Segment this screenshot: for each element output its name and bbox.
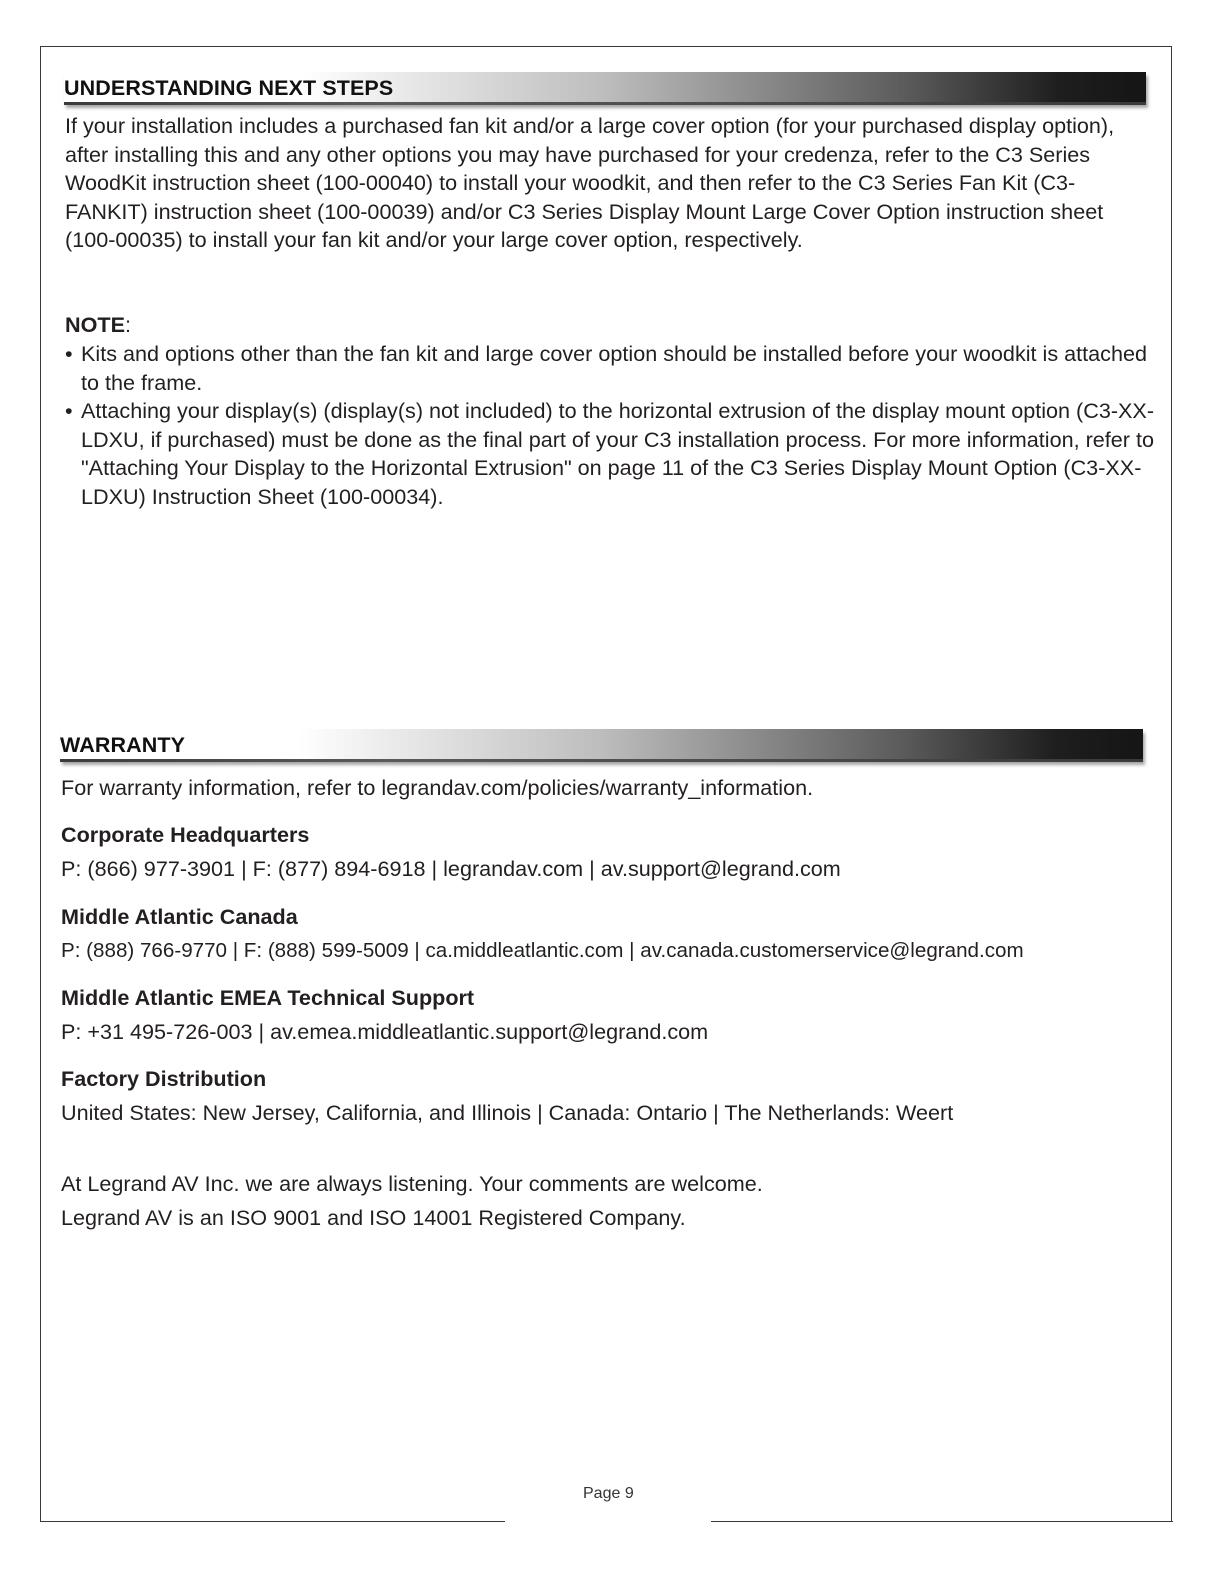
note-colon: :: [124, 312, 131, 337]
header-underline: [64, 102, 1146, 105]
contact-name-headquarters: Corporate Headquarters: [61, 822, 310, 847]
next-steps-intro: If your installation includes a purchased fan kit and/or a large cover option (for your purchased display option), after installing this and any other options you may have purchased for your credenza, refer to the C3 Series WoodKit instruction sheet (100-00040) to install your woodkit, and then refer to the C3 Series Fan Kit (C3-FANKIT) instruction sheet (100-00039) and/or C3 Series Display Mount Large Cover Option instruction sheet (100-00035) to install your fan kit and/or your large cover option, respectively.: [65, 113, 1115, 253]
contact-details-headquarters: P: (866) 977-3901 | F: (877) 894-6918 | legrandav.com | av.support@legrand.com: [61, 856, 841, 881]
list-item: [65, 397, 1155, 511]
note-label-text: NOTE: [65, 312, 125, 337]
next-steps-heading: UNDERSTANDING NEXT STEPS: [64, 76, 394, 100]
next-steps-header-bar: [64, 72, 1146, 104]
note-label: [65, 311, 131, 340]
note-item-text: Attaching your display(s) (display(s) not included) to the horizontal extrusion of the display mount option (C3-XX-LDXU, if purchased) must be done as the final part of your C3 installation process. For more information, refer to "Attaching Your Display to the Horizontal Extrusion" on page 11 of the C3 Series Display Mount Option (C3-XX-LDXU) Instruction Sheet (100-00034).: [81, 398, 1155, 509]
contact-name-canada: Middle Atlantic Canada: [61, 904, 298, 929]
closing-statement: At Legrand AV Inc. we are always listening. Your comments are welcome.: [61, 1171, 763, 1196]
contact-name-factory: Factory Distribution: [61, 1066, 267, 1091]
warranty-heading: WARRANTY: [60, 733, 186, 757]
page-number: Page 9: [583, 1485, 634, 1502]
iso-statement: Legrand AV is an ISO 9001 and ISO 14001 Registered Company.: [61, 1205, 686, 1230]
bullet-glyph: •: [65, 398, 73, 424]
warranty-header-bar: [60, 729, 1143, 761]
list-item: [65, 340, 1155, 397]
footer-rule-right: [711, 1521, 1173, 1522]
contact-details-emea: P: +31 495-726-003 | av.emea.middleatlantic.support@legrand.com: [61, 1019, 709, 1044]
note-list: [65, 340, 1155, 512]
note-item-text: Kits and options other than the fan kit and large cover option should be installed before your woodkit is attached to the frame.: [81, 341, 1147, 395]
header-underline: [60, 759, 1143, 762]
footer-rule-left: [40, 1521, 505, 1522]
contact-name-emea: Middle Atlantic EMEA Technical Support: [61, 985, 475, 1010]
contact-details-factory: United States: New Jersey, California, and Illinois | Canada: Ontario | The Netherlands: Weert: [61, 1100, 954, 1125]
bullet-glyph: •: [65, 341, 73, 366]
warranty-info: For warranty information, refer to legrandav.com/policies/warranty_information.: [61, 775, 814, 800]
contact-details-canada: P: (888) 766-9770 | F: (888) 599-5009 | ca.middleatlantic.com | av.canada.customerservice@legrand.com: [61, 939, 1024, 962]
